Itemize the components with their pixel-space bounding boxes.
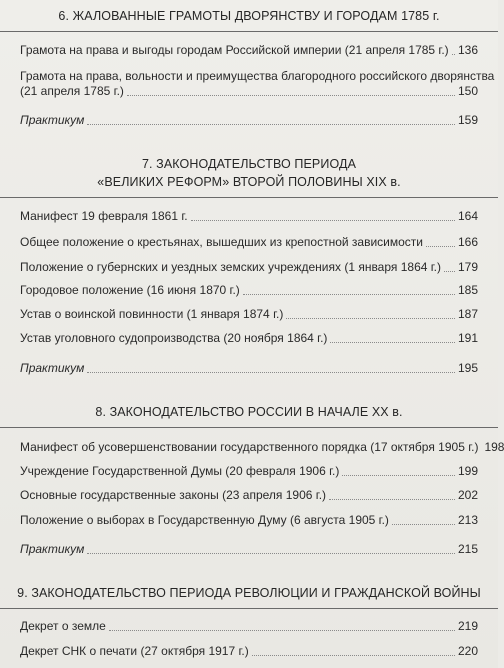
leader-dots bbox=[252, 654, 455, 656]
toc-entry-practicum[interactable] bbox=[20, 542, 478, 557]
toc-entry-title: Устав о воинской повинности (1 января 1874 г.) bbox=[20, 307, 284, 321]
leader-dots bbox=[191, 219, 455, 221]
toc-entry-practicum[interactable] bbox=[20, 361, 478, 376]
toc-entry[interactable] bbox=[20, 464, 478, 479]
section-6-title: 6. ЖАЛОВАННЫЕ ГРАМОТЫ ДВОРЯНСТВУ И ГОРОДАМ 1785 г. bbox=[58, 9, 440, 23]
section-7-title-line1: 7. ЗАКОНОДАТЕЛЬСТВО ПЕРИОДА bbox=[141, 157, 357, 171]
leader-dots bbox=[87, 371, 455, 373]
toc-entry[interactable] bbox=[20, 235, 478, 250]
toc-entry[interactable] bbox=[20, 644, 478, 659]
toc-entry-page: 220 bbox=[457, 644, 478, 658]
toc-entry-page: 164 bbox=[457, 209, 478, 223]
toc-entry[interactable] bbox=[20, 283, 478, 298]
toc-entry-title: Декрет СНК о печати (27 октября 1917 г.) bbox=[20, 644, 249, 658]
toc-entry-page: 202 bbox=[457, 488, 478, 502]
toc-entry[interactable] bbox=[20, 619, 478, 634]
toc-entry-title: Практикум bbox=[20, 542, 85, 556]
leader-dots bbox=[444, 270, 455, 272]
toc-entry-title: Основные государственные законы (23 апреля 1906 г.) bbox=[20, 488, 327, 502]
toc-entry-title: Учреждение Государственной Думы (20 февраля 1906 г.) bbox=[20, 464, 340, 478]
divider bbox=[0, 427, 498, 428]
toc-entry-page: 195 bbox=[457, 361, 478, 375]
leader-dots bbox=[87, 123, 455, 125]
toc-entry-page: 191 bbox=[457, 331, 478, 345]
divider bbox=[0, 197, 498, 198]
toc-entry-page: 159 bbox=[457, 113, 478, 127]
toc-entry-title: Практикум bbox=[20, 361, 85, 375]
toc-entry-page: 166 bbox=[457, 235, 478, 249]
toc-entry-title: Устав уголовного судопроизводства (20 ноября 1864 г.) bbox=[20, 331, 328, 345]
toc-entry[interactable] bbox=[20, 488, 478, 503]
toc-entry-page: 187 bbox=[457, 307, 478, 321]
leader-dots bbox=[87, 552, 455, 554]
section-7-title-line2: «ВЕЛИКИХ РЕФОРМ» ВТОРОЙ ПОЛОВИНЫ XIX в. bbox=[97, 175, 401, 189]
toc-entry-title: Городовое положение (16 июня 1870 г.) bbox=[20, 283, 240, 297]
toc-entry-title: Манифест 19 февраля 1861 г. bbox=[20, 209, 188, 223]
toc-entry-page: 199 bbox=[457, 464, 478, 478]
toc-entry[interactable] bbox=[20, 513, 478, 528]
toc-entry-title: Грамота на права и выгоды городам Российской империи (21 апреля 1785 г.) bbox=[20, 43, 449, 57]
section-8-title: 8. ЗАКОНОДАТЕЛЬСТВО РОССИИ В НАЧАЛЕ XX в. bbox=[95, 405, 403, 419]
leader-dots bbox=[330, 341, 455, 343]
toc-entry[interactable] bbox=[20, 440, 504, 455]
toc-entry-title: Положение о выборах в Государственную Думу (6 августа 1905 г.) bbox=[20, 513, 389, 527]
toc-entry-page: 179 bbox=[457, 260, 478, 274]
toc-entry[interactable] bbox=[20, 260, 478, 275]
leader-dots bbox=[342, 474, 455, 476]
toc-entry-page: 215 bbox=[457, 542, 478, 556]
section-9-title: 9. ЗАКОНОДАТЕЛЬСТВО ПЕРИОДА РЕВОЛЮЦИИ И ГРАЖДАНСКОЙ ВОЙНЫ bbox=[17, 586, 481, 600]
leader-dots bbox=[286, 317, 455, 319]
leader-dots bbox=[109, 629, 455, 631]
toc-entry-title: Положение о губернских и уездных земских учреждениях (1 января 1864 г.) bbox=[20, 260, 442, 274]
toc-entry-title: Грамота на права, вольности и преимущества благородного российского дворянства bbox=[20, 69, 495, 83]
toc-entry-page: 185 bbox=[457, 283, 478, 297]
toc-entry-title: Манифест об усовершенствовании государственного порядка (17 октября 1905 г.) bbox=[20, 440, 479, 454]
toc-entry-page: 213 bbox=[457, 513, 478, 527]
toc-entry[interactable] bbox=[20, 209, 478, 224]
toc-entry-page: 150 bbox=[457, 84, 478, 98]
toc-entry[interactable] bbox=[20, 331, 478, 346]
toc-entry-page: 136 bbox=[457, 43, 478, 57]
toc-entry-title: Декрет о земле bbox=[20, 619, 106, 633]
leader-dots bbox=[392, 523, 455, 525]
toc-entry-practicum[interactable] bbox=[20, 113, 478, 128]
leader-dots bbox=[452, 53, 455, 55]
leader-dots bbox=[426, 245, 455, 247]
toc-entry[interactable] bbox=[20, 307, 478, 322]
divider bbox=[0, 31, 498, 32]
toc-entry-title-cont: (21 апреля 1785 г.) bbox=[20, 84, 124, 98]
toc-entry-page: 198 bbox=[484, 440, 504, 454]
leader-dots bbox=[329, 498, 455, 500]
toc-entry-page: 219 bbox=[457, 619, 478, 633]
toc-entry[interactable] bbox=[20, 43, 478, 58]
toc-entry-title: Общее положение о крестьянах, вышедших из крепостной зависимости bbox=[20, 235, 423, 249]
toc-entry[interactable] bbox=[20, 69, 495, 99]
divider bbox=[0, 608, 498, 609]
leader-dots bbox=[127, 94, 455, 96]
leader-dots bbox=[243, 293, 455, 295]
toc-entry-title: Практикум bbox=[20, 113, 85, 127]
